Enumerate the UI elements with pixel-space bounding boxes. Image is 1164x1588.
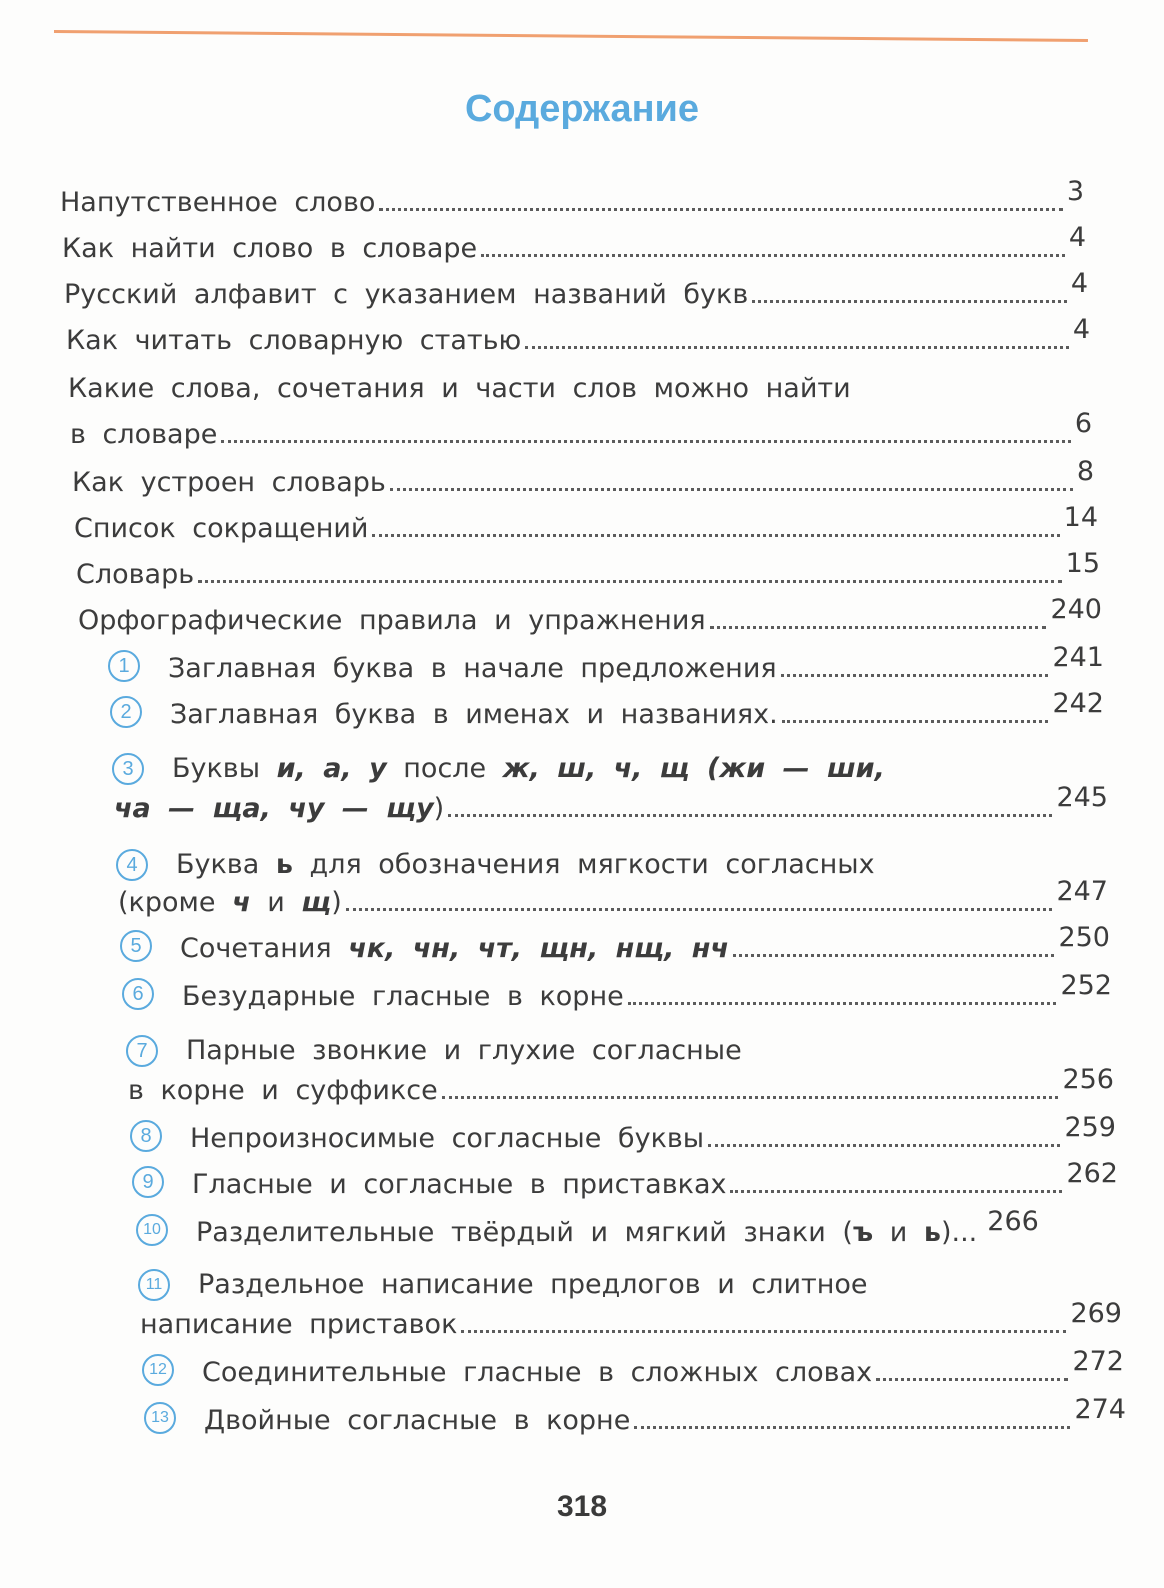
- dot-leader: [708, 1144, 1060, 1147]
- dot-leader: [448, 814, 1052, 817]
- toc-entry[interactable]: [64, 268, 1088, 312]
- rule-entry[interactable]: [110, 688, 1104, 732]
- toc-entry[interactable]: [72, 456, 1094, 500]
- dot-leader: [372, 534, 1059, 537]
- dot-leader: [752, 300, 1067, 303]
- rule-page: 250: [1058, 922, 1110, 953]
- rule-number-badge: 7: [126, 1035, 158, 1067]
- rule-entry[interactable]: [114, 782, 1108, 826]
- page-title: Содержание: [464, 88, 700, 130]
- rule-page: 259: [1064, 1112, 1116, 1143]
- rule-title: Парные звонкие и глухие согласные: [186, 1035, 742, 1066]
- rule-number-badge: 6: [122, 978, 154, 1010]
- rule-number-badge: 4: [116, 849, 148, 881]
- toc-entry-page: 15: [1065, 548, 1100, 579]
- rule-entry-line: [116, 848, 1016, 882]
- rule-entry[interactable]: [122, 970, 1112, 1014]
- toc-entry-title: Как устроен словарь: [72, 467, 386, 498]
- rule-entry[interactable]: [140, 1298, 1122, 1342]
- dot-leader: [634, 1426, 1070, 1429]
- rule-title-cont: (кроме ч и щ): [118, 887, 342, 918]
- dot-leader: [733, 954, 1055, 957]
- dot-leader: [390, 488, 1073, 491]
- toc-entry-title: Список сокращений: [74, 513, 369, 544]
- rule-page: 245: [1056, 782, 1108, 813]
- rule-entry-line: [112, 752, 1012, 786]
- dot-leader: [198, 580, 1062, 583]
- rule-page: 262: [1066, 1158, 1118, 1189]
- toc-entry-title-cont: в словаре: [70, 419, 218, 450]
- rule-number-badge: 10: [136, 1214, 168, 1246]
- rule-title-cont: ча — ща, чу — щу): [114, 793, 445, 824]
- dot-leader: [710, 626, 1047, 629]
- rule-number-badge: 8: [130, 1120, 162, 1152]
- rule-entry[interactable]: [108, 642, 1104, 686]
- rule-entry-line: [138, 1268, 1038, 1302]
- page-number: 318: [556, 1490, 608, 1523]
- toc-entry-page: 4: [1068, 222, 1086, 253]
- dot-leader: [442, 1096, 1059, 1099]
- toc-entry[interactable]: [70, 408, 1092, 452]
- rule-title: Заглавная буква в начале предложения: [168, 653, 777, 684]
- toc-entry-title: Орфографические правила и упражнения: [78, 605, 706, 636]
- rule-page: 256: [1062, 1064, 1114, 1095]
- toc-entry-line: [68, 372, 968, 406]
- dot-leader: [525, 346, 1069, 349]
- toc-entry-page: 240: [1050, 594, 1102, 625]
- rule-number-badge: 1: [108, 650, 140, 682]
- toc-entry[interactable]: [74, 502, 1098, 546]
- toc-entry[interactable]: [66, 314, 1090, 358]
- rule-entry[interactable]: [120, 922, 1110, 966]
- dot-leader: [221, 440, 1070, 443]
- dot-leader: [730, 1190, 1062, 1193]
- rule-title: Сочетания чк, чн, чт, щн, нщ, нч: [180, 933, 729, 964]
- toc-entry-page: 6: [1074, 408, 1092, 439]
- dot-leader: [461, 1330, 1066, 1333]
- rule-title: Соединительные гласные в сложных словах: [202, 1357, 873, 1388]
- dot-leader: [781, 674, 1049, 677]
- toc-entry-title: Русский алфавит с указанием названий букв: [64, 279, 749, 310]
- dot-leader: [628, 1002, 1057, 1005]
- rule-number-badge: 3: [112, 753, 144, 785]
- dot-leader: [876, 1378, 1068, 1381]
- rule-entry[interactable]: [142, 1346, 1124, 1390]
- toc-entry[interactable]: [60, 176, 1084, 220]
- rule-page: 269: [1070, 1298, 1122, 1329]
- toc-entry-title: Какие слова, сочетания и части слов можно найти: [68, 373, 851, 404]
- rule-page: 241: [1052, 642, 1104, 673]
- toc-entry-title: Словарь: [76, 559, 195, 590]
- rule-page: 266: [987, 1206, 1039, 1237]
- toc-entry-page: 4: [1072, 314, 1090, 345]
- rule-title: Безударные гласные в корне: [182, 981, 624, 1012]
- rule-entry[interactable]: [136, 1206, 1120, 1250]
- dot-leader: [782, 720, 1049, 723]
- rule-title: Буква ь для обозначения мягкости согласных: [176, 849, 875, 880]
- rule-page: 272: [1072, 1346, 1124, 1377]
- rule-title-cont: в корне и суффиксе: [128, 1075, 438, 1106]
- rule-page: 274: [1074, 1394, 1126, 1425]
- rule-number-badge: 5: [120, 930, 152, 962]
- rule-title: Раздельное написание предлогов и слитное: [198, 1269, 868, 1300]
- dot-leader: [346, 908, 1053, 911]
- rule-entry[interactable]: [132, 1158, 1118, 1202]
- rule-entry[interactable]: [128, 1064, 1114, 1108]
- rule-number-badge: 13: [144, 1402, 176, 1434]
- toc-entry-title: Как найти слово в словаре: [62, 233, 478, 264]
- rule-number-badge: 11: [138, 1269, 170, 1301]
- toc-entry-page: 14: [1063, 502, 1098, 533]
- toc-entry-title: Как читать словарную статью: [66, 325, 522, 356]
- rule-entry[interactable]: [130, 1112, 1116, 1156]
- dot-leader: [481, 254, 1065, 257]
- rule-page: 242: [1052, 688, 1104, 719]
- rule-number-badge: 2: [110, 696, 142, 728]
- toc-entry-page: 8: [1076, 456, 1094, 487]
- rule-entry-line: [126, 1034, 1026, 1068]
- rule-title: Непроизносимые согласные буквы: [190, 1123, 705, 1154]
- rule-title: Гласные и согласные в приставках: [192, 1169, 727, 1200]
- toc-entry[interactable]: [78, 594, 1102, 638]
- rule-title: Разделительные твёрдый и мягкий знаки (ъ и ь)...: [196, 1217, 978, 1248]
- rule-number-badge: 12: [142, 1354, 174, 1386]
- rule-title-cont: написание приставок: [140, 1309, 458, 1340]
- rule-page: 252: [1060, 970, 1112, 1001]
- toc-entry[interactable]: [62, 222, 1086, 266]
- toc-entry-title: Напутственное слово: [60, 187, 376, 218]
- rule-title: Двойные согласные в корне: [204, 1405, 631, 1436]
- rule-page: 247: [1056, 876, 1108, 907]
- rule-entry[interactable]: [118, 876, 1108, 920]
- rule-title: Буквы и, а, у после ж, ш, ч, щ (жи — ши,: [172, 753, 885, 784]
- toc-entry-page: 3: [1066, 176, 1084, 207]
- rule-entry[interactable]: [144, 1394, 1126, 1438]
- toc-entry[interactable]: [76, 548, 1100, 592]
- rule-number-badge: 9: [132, 1166, 164, 1198]
- dot-leader: [379, 208, 1062, 211]
- toc-entry-page: 4: [1070, 268, 1088, 299]
- rule-title: Заглавная буква в именах и названиях.: [170, 699, 778, 730]
